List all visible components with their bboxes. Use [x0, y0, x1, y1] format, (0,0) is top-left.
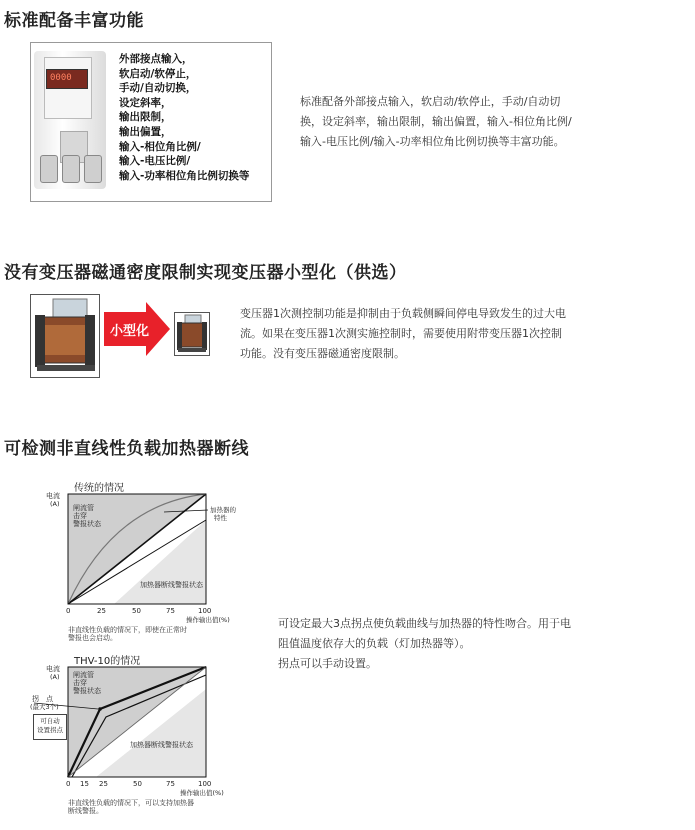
- note-line: 警报也会启动。: [68, 634, 117, 642]
- chart2-tick: 15: [80, 780, 89, 788]
- downsize-arrow: [104, 302, 170, 360]
- chart1-ylabel-1: (A): [50, 500, 60, 508]
- description-line: 拐点可以手动设置。: [278, 657, 377, 670]
- section3-description: [278, 614, 571, 674]
- note-line: 断线警报。: [68, 807, 103, 815]
- chart2-ylabel-0: 电流: [46, 665, 60, 673]
- chart1-heater-label-0: 加热器的: [210, 506, 236, 514]
- description-line: 输入-电压比例/输入-功率相位角比例切换等丰富功能。: [300, 135, 565, 148]
- feature-item: 输入-功率相位角比例切换等: [119, 169, 250, 182]
- section2-title: 没有变压器磁通密度限制实现变压器小型化（供选）: [4, 263, 407, 283]
- large-transformer-image: [30, 294, 100, 378]
- chart1-tick: 75: [166, 607, 175, 615]
- chart2-tick: 25: [99, 780, 108, 788]
- product-feature-image: [30, 42, 272, 202]
- feature-item: 设定斜率，: [119, 96, 172, 109]
- chart2-tick: 0: [66, 780, 71, 788]
- device-display: 0000: [50, 73, 72, 83]
- chart2-tick: 75: [166, 780, 175, 788]
- note-line: 非直线性负载的情况下，即使在正常时: [68, 626, 187, 634]
- chart1-region-label-0: 闸流管: [73, 504, 94, 512]
- chart1-tick: 25: [97, 607, 106, 615]
- feature-list: [119, 52, 249, 183]
- chart2-xlabel: 操作输出值(%): [180, 789, 224, 797]
- chart1-title: 传统的情况: [74, 483, 124, 494]
- chart2-tick: 50: [133, 780, 142, 788]
- chart2-note: [68, 799, 194, 815]
- note-line: 非直线性负载的情况下，可以支持加热器: [68, 799, 194, 807]
- chart1-break-label: 加热器断线警报状态: [140, 581, 203, 589]
- description-line: 功能。没有变压器磁通密度限制。: [240, 347, 405, 360]
- chart2-point-label-0: 拐 点: [32, 695, 53, 703]
- chart1: [44, 490, 254, 634]
- description-line: 阻值温度依存大的负载（灯加热器等）。: [278, 637, 471, 650]
- auto-set-inflection-box: [33, 714, 67, 740]
- small-transformer-image: [174, 312, 210, 356]
- description-line: 变压器1次测控制功能是抑制由于负载侧瞬间停电导致发生的过大电: [240, 307, 566, 320]
- chart2-point-label-1: (最大3个): [30, 703, 59, 711]
- controller-device-image: [34, 51, 106, 189]
- chart1-region-label-1: 击穿: [73, 512, 87, 520]
- chart2-tick: 100: [198, 780, 212, 788]
- description-line: 换，设定斜率，输出限制，输出偏置，输入-相位角比例/: [300, 115, 572, 128]
- description-line: 标准配备外部接点输入，软启动/软停止，手动/自动切: [300, 95, 561, 108]
- feature-item: 手动/自动切换，: [119, 82, 197, 95]
- chart2-ylabel-1: (A): [50, 673, 60, 681]
- downsize-label: 小型化: [110, 324, 150, 339]
- chart1-tick: 50: [132, 607, 141, 615]
- auto-label-line: 设置拐点: [37, 726, 63, 734]
- description-line: 可设定最大3点拐点使负载曲线与加热器的特性吻合。用于电: [278, 617, 571, 630]
- chart2-region-label-0: 闸流管: [73, 671, 94, 679]
- chart2-region-label-2: 警报状态: [73, 687, 101, 695]
- inflection-point: [98, 707, 102, 711]
- feature-item: 输出限制，: [119, 111, 172, 124]
- chart1-tick: 0: [66, 607, 71, 615]
- auto-label-line: 可自动: [40, 717, 60, 725]
- section2-description: [240, 304, 566, 364]
- chart1-ylabel-0: 电流: [46, 492, 60, 500]
- chart1-xlabel: 操作输出值(%): [186, 616, 230, 624]
- feature-item: 软启动/软停止，: [119, 67, 197, 80]
- section1-description: [300, 92, 572, 152]
- feature-item: 输入-电压比例/: [119, 155, 191, 168]
- section1-title: 标准配备丰富功能: [4, 11, 144, 31]
- feature-item: 输出偏置，: [119, 125, 172, 138]
- chart2-title: THV-10的情况: [74, 656, 141, 667]
- description-line: 流。如果在变压器1次测实施控制时，需要使用附带变压器1次控制: [240, 327, 562, 340]
- chart1-region-label-2: 警报状态: [73, 520, 101, 528]
- chart1-note: [68, 626, 187, 642]
- chart1-tick: 100: [198, 607, 212, 615]
- chart2-break-label: 加热器断线警报状态: [130, 741, 193, 749]
- feature-item: 外部接点输入，: [119, 53, 193, 65]
- feature-item: 输入-相位角比例/: [119, 140, 201, 153]
- chart1-heater-label-1: 特性: [214, 514, 227, 522]
- chart2-region-label-1: 击穿: [73, 679, 87, 687]
- section3-title: 可检测非直线性负载加热器断线: [4, 439, 249, 459]
